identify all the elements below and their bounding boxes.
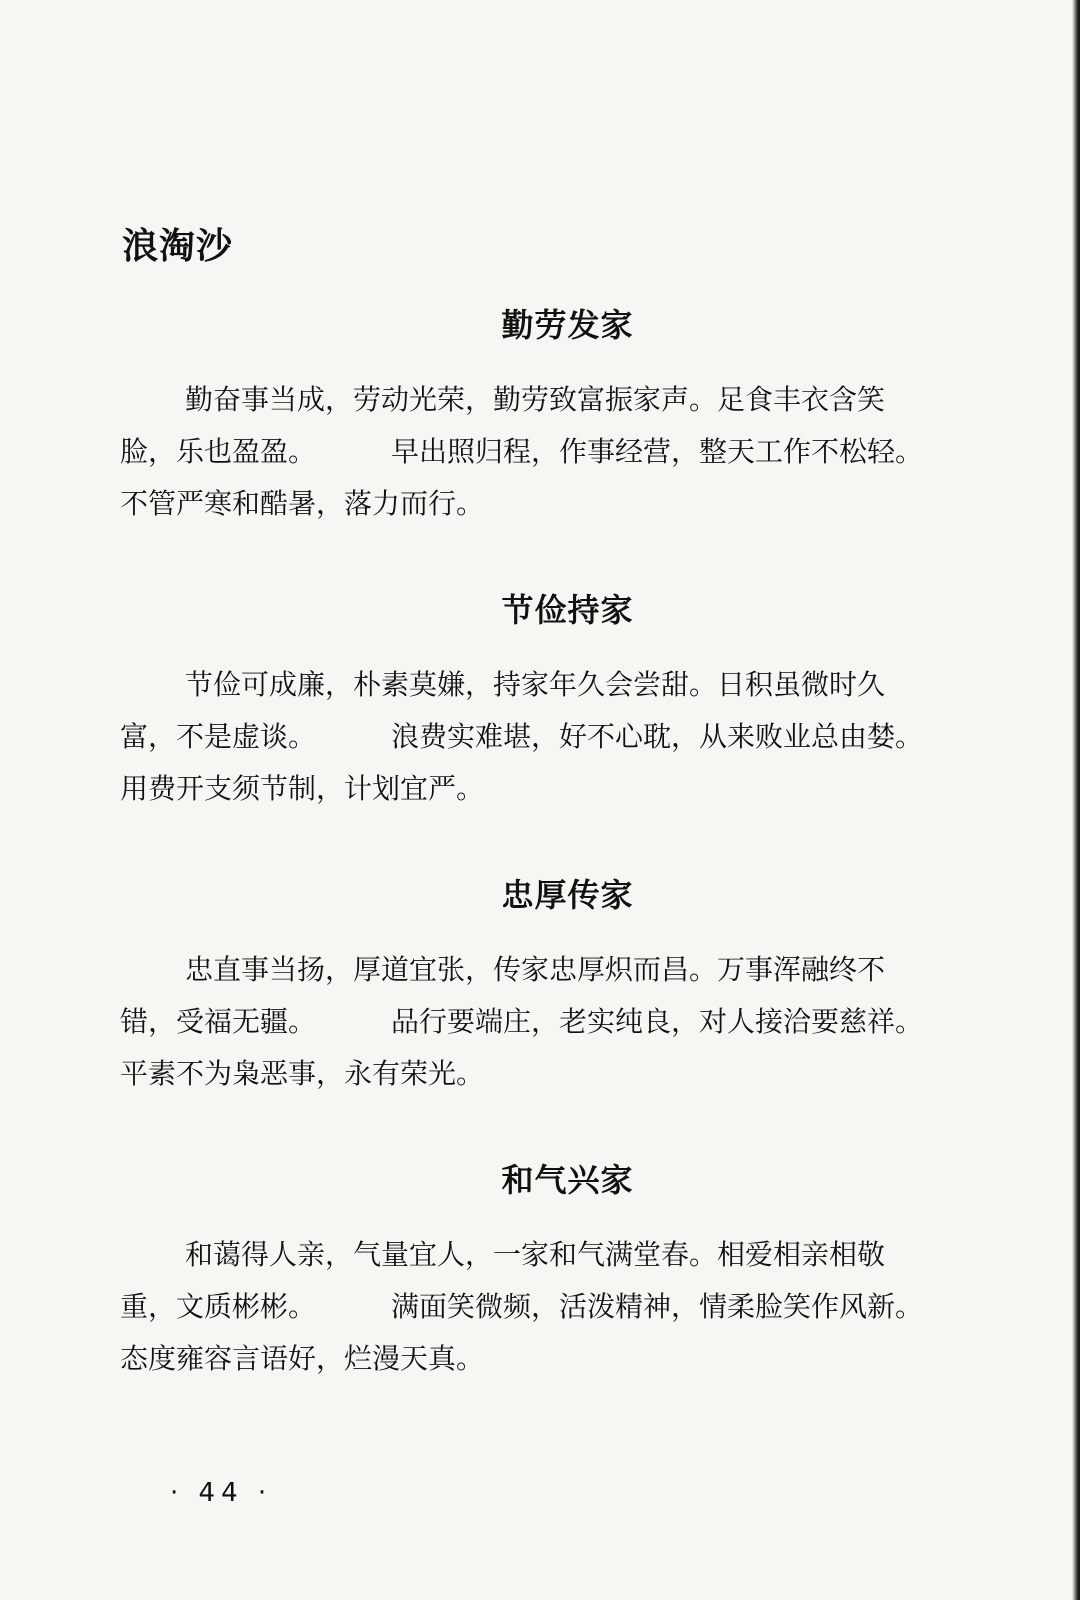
- page-title: 浪淘沙: [122, 226, 234, 267]
- poem-line: 平素不为枭恶事，永有荣光。: [120, 1057, 485, 1090]
- page-edge-shadow: [1072, 0, 1080, 1600]
- poem-section: [120, 870, 955, 1100]
- page-number: · 44 ·: [170, 1478, 273, 1508]
- poem-heading: 和气兴家: [501, 1161, 634, 1199]
- poem-section: [120, 585, 955, 815]
- poem-heading: 节俭持家: [501, 591, 634, 629]
- poem-line: 脸，乐也盈盈。: [120, 435, 317, 468]
- poem-line: 勤奋事当成，劳动光荣，勤劳致富振家声。足食丰衣含笑: [185, 383, 886, 416]
- poem-line: 态度雍容言语好，烂漫天真。: [120, 1342, 485, 1375]
- poem-line: 满面笑微频，活泼精神，情柔脸笑作风新。: [391, 1290, 924, 1323]
- poem-section: [120, 1155, 955, 1385]
- poem-line: 富，不是虚谈。: [120, 720, 317, 753]
- poem-heading: 忠厚传家: [501, 876, 634, 914]
- poem-line: 用费开支须节制，计划宜严。: [120, 772, 485, 805]
- poem-line: 早出照归程，作事经营，整天工作不松轻。: [391, 435, 924, 468]
- poem-line-row: [120, 996, 955, 1048]
- poem-line: 浪费实难堪，好不心耽，从来败业总由婪。: [391, 720, 924, 753]
- poem-line: 重，文质彬彬。: [120, 1290, 317, 1323]
- poem-line-row: [120, 426, 955, 478]
- poem-line: 不管严寒和酷暑，落力而行。: [120, 487, 485, 520]
- poem-body: [120, 1229, 955, 1385]
- poem-line-row: [120, 711, 955, 763]
- poem-line: 品行要端庄，老实纯良，对人接洽要慈祥。: [391, 1005, 924, 1038]
- poem-line: 和蔼得人亲，气量宜人，一家和气满堂春。相爱相亲相敬: [185, 1238, 886, 1271]
- poem-heading: 勤劳发家: [501, 306, 634, 344]
- poem-section: [120, 300, 955, 530]
- poem-line: 节俭可成廉，朴素莫嫌，持家年久会尝甜。日积虽微时久: [185, 668, 886, 701]
- poem-line-row: [120, 1281, 955, 1333]
- poem-line: 忠直事当扬，厚道宜张，传家忠厚炽而昌。万事浑融终不: [185, 953, 886, 986]
- poem-body: [120, 659, 955, 815]
- poem-line: 错，受福无疆。: [120, 1005, 317, 1038]
- poem-body: [120, 944, 955, 1100]
- poem-body: [120, 374, 955, 530]
